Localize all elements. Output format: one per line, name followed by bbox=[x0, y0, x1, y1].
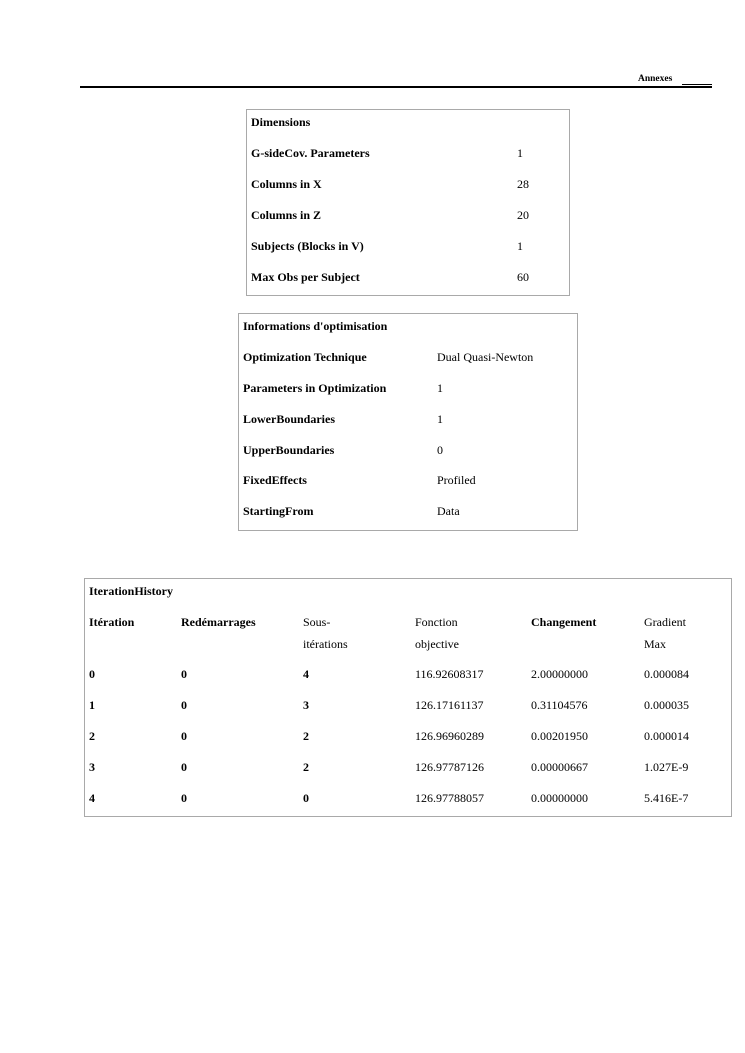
table-cell: 1 bbox=[89, 698, 95, 712]
table-cell: 0.000084 bbox=[644, 667, 689, 681]
table-cell: 0.00201950 bbox=[531, 729, 588, 743]
table-cell: 126.97788057 bbox=[415, 791, 484, 805]
table-row bbox=[239, 381, 577, 399]
row-value: 28 bbox=[517, 177, 529, 191]
table-row bbox=[247, 146, 569, 164]
running-head: Annexes bbox=[638, 74, 673, 84]
table-cell: 126.96960289 bbox=[415, 729, 484, 743]
row-label: Max Obs per Subject bbox=[251, 270, 360, 284]
row-value: 1 bbox=[437, 381, 443, 395]
table-cell: 0.31104576 bbox=[531, 698, 588, 712]
table-cell: 1.027E-9 bbox=[644, 760, 689, 774]
table-cell: 0.000014 bbox=[644, 729, 689, 743]
row-value: Data bbox=[437, 504, 460, 518]
table-cell: 0 bbox=[181, 698, 187, 712]
column-header-subiterations-line2: itérations bbox=[303, 637, 348, 651]
table-row bbox=[239, 504, 577, 522]
table-cell: 0 bbox=[181, 791, 187, 805]
table-cell: 0.00000667 bbox=[531, 760, 588, 774]
row-label: UpperBoundaries bbox=[243, 443, 335, 457]
row-value: 1 bbox=[437, 412, 443, 426]
dimensions-title: Dimensions bbox=[251, 115, 311, 129]
row-value: 1 bbox=[517, 239, 523, 253]
row-label: StartingFrom bbox=[243, 504, 314, 518]
table-row bbox=[247, 208, 569, 226]
table-cell: 0 bbox=[181, 760, 187, 774]
table-cell: 4 bbox=[89, 791, 95, 805]
row-value: 0 bbox=[437, 443, 443, 457]
column-header-change: Changement bbox=[531, 615, 597, 629]
iteration-history-title: IterationHistory bbox=[89, 584, 173, 598]
table-cell: 4 bbox=[303, 667, 309, 681]
row-label: Columns in X bbox=[251, 177, 322, 191]
row-value: 20 bbox=[517, 208, 529, 222]
table-row bbox=[239, 350, 577, 368]
column-header-gradient-line2: Max bbox=[644, 637, 666, 651]
table-cell: 2 bbox=[89, 729, 95, 743]
table-cell: 0 bbox=[181, 729, 187, 743]
row-label: FixedEffects bbox=[243, 473, 307, 487]
row-value: 1 bbox=[517, 146, 523, 160]
table-cell: 0.00000000 bbox=[531, 791, 588, 805]
dimensions-table bbox=[246, 109, 570, 296]
table-cell: 2 bbox=[303, 729, 309, 743]
row-label: Subjects (Blocks in V) bbox=[251, 239, 364, 253]
header-rule bbox=[80, 86, 712, 88]
iteration-history-table bbox=[84, 578, 732, 817]
table-row bbox=[239, 412, 577, 430]
table-cell: 3 bbox=[89, 760, 95, 774]
table-cell: 3 bbox=[303, 698, 309, 712]
row-value: 60 bbox=[517, 270, 529, 284]
column-header-gradient: Gradient bbox=[644, 615, 686, 629]
table-cell: 0 bbox=[181, 667, 187, 681]
row-label: LowerBoundaries bbox=[243, 412, 336, 426]
table-cell: 0 bbox=[89, 667, 95, 681]
table-cell: 2 bbox=[303, 760, 309, 774]
row-label: Parameters in Optimization bbox=[243, 381, 387, 395]
optimization-title: Informations d'optimisation bbox=[243, 319, 388, 333]
column-header-subiterations: Sous- bbox=[303, 615, 331, 629]
row-value: Dual Quasi-Newton bbox=[437, 350, 534, 364]
table-row bbox=[247, 177, 569, 195]
column-header-iteration: Itération bbox=[89, 615, 135, 629]
table-cell: 126.17161137 bbox=[415, 698, 484, 712]
row-label: Optimization Technique bbox=[243, 350, 367, 364]
table-cell: 5.416E-7 bbox=[644, 791, 689, 805]
optimization-info-table bbox=[238, 313, 578, 531]
column-header-objective: Fonction bbox=[415, 615, 458, 629]
table-cell: 126.97787126 bbox=[415, 760, 484, 774]
header-rule-thin bbox=[682, 84, 712, 85]
table-row bbox=[239, 473, 577, 491]
table-row bbox=[239, 443, 577, 461]
table-row bbox=[247, 270, 569, 288]
column-header-restarts: Redémarrages bbox=[181, 615, 256, 629]
row-label: G-sideCov. Parameters bbox=[251, 146, 370, 160]
row-value: Profiled bbox=[437, 473, 476, 487]
column-header-objective-line2: objective bbox=[415, 637, 459, 651]
table-cell: 116.92608317 bbox=[415, 667, 484, 681]
table-row bbox=[247, 239, 569, 257]
table-cell: 0 bbox=[303, 791, 309, 805]
row-label: Columns in Z bbox=[251, 208, 322, 222]
table-cell: 2.00000000 bbox=[531, 667, 588, 681]
table-cell: 0.000035 bbox=[644, 698, 689, 712]
